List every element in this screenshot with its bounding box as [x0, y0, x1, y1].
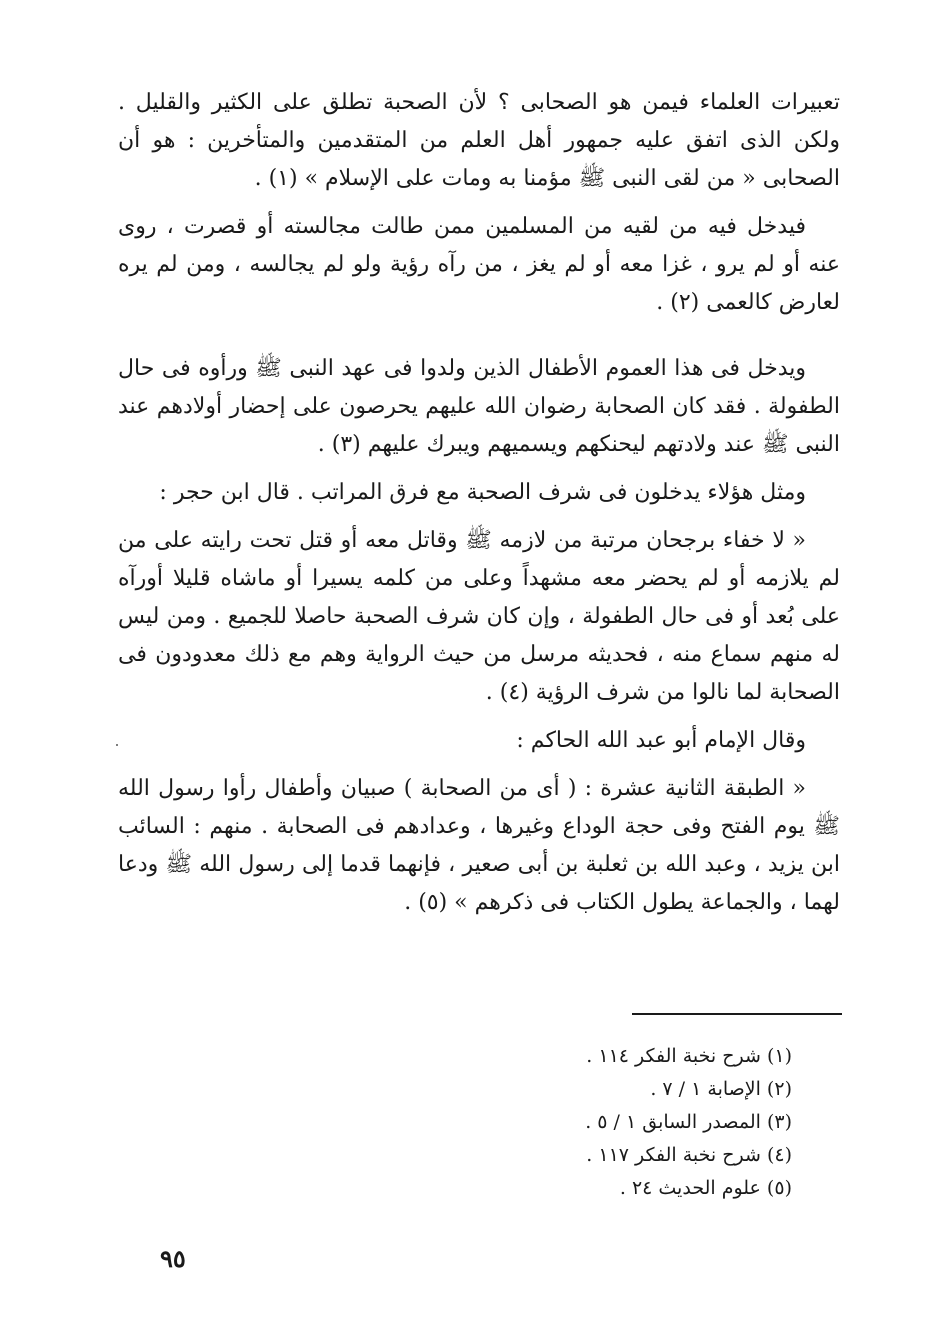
footnote-2: (٢) الإصابة ١ / ٧ .	[650, 1078, 792, 1100]
page-number: ٩٥	[160, 1244, 186, 1273]
footnote-3: (٣) المصدر السابق ١ / ٥ .	[585, 1111, 792, 1133]
quote-ibn-hajar: « لا خفاء برجحان مرتبة من لازمه ﷺ وقاتل معه أو قتل تحت رايته على من لم يلازمه أو لم يحضر معه مشهداً وعلى من كلمه يسيرا أو ماشاه قليلا أورآه على بُعد أو فى حال الطفولة ، وإن كان شرف الصحبة حاصلا للجميع . ومن ليس له منهم سماع منه ، فحديثه مرسل من حيث الرواية وهم مع ذلك معدودون فى الصحابة لما نالوا من شرف الرؤية (٤) .	[118, 528, 840, 705]
footnote-divider	[632, 1013, 842, 1015]
paragraph-1: تعبيرات العلماء فيمن هو الصحابى ؟ لأن الصحبة تطلق على الكثير والقليل . ولكن الذى اتفق عليه جمهور أهل العلم من المتقدمين والمتأخرين : هو أن الصحابى « من لقى النبى ﷺ مؤمنا به ومات على الإسلام » (١) .	[118, 90, 840, 191]
paragraph-3: ويدخل فى هذا العموم الأطفال الذين ولدوا فى عهد النبى ﷺ ورأوه فى حال الطفولة . فقد كان الصحابة رضوان الله عليهم يحرصون على إحضار أولادهم عند النبى ﷺ عند ولادتهم ليحنكهم ويسميهم ويبرك عليهم (٣) .	[118, 356, 840, 457]
paragraph-2: فيدخل فيه من لقيه من المسلمين ممن طالت مجالسته أو قصرت ، روى عنه أو لم يرو ، غزا معه أو لم يغز ، من رآه رؤية ولو لم يجالسه ، ومن لم يره لعارض كالعمى (٢) .	[118, 214, 840, 315]
paragraph-4: ومثل هؤلاء يدخلون فى شرف الصحبة مع فرق المراتب . قال ابن حجر :	[159, 480, 806, 505]
footnotes-list	[480, 1040, 792, 1205]
footnote-1: (١) شرح نخبة الفكر ١١٤ .	[586, 1045, 792, 1067]
scan-speck	[116, 744, 118, 746]
footnote-4: (٤) شرح نخبة الفكر ١١٧ .	[586, 1144, 792, 1166]
quote-al-hakim: « الطبقة الثانية عشرة : ( أى من الصحابة ) صبيان وأطفال رأوا رسول الله ﷺ يوم الفتح وفى حجة الوداع وغيرها ، وعدادهم فى الصحابة . منهم : السائب ابن يزيد ، وعبد الله بن ثعلبة بن أبى صعير ، فإنهما قدما إلى رسول الله ﷺ ودعا لهما ، والجماعة يطول الكتاب فى ذكرهم » (٥) .	[118, 776, 840, 915]
main-text	[118, 84, 840, 932]
paragraph-6: وقال الإمام أبو عبد الله الحاكم :	[516, 728, 806, 753]
footnote-5: (٥) علوم الحديث ٢٤ .	[619, 1177, 792, 1199]
